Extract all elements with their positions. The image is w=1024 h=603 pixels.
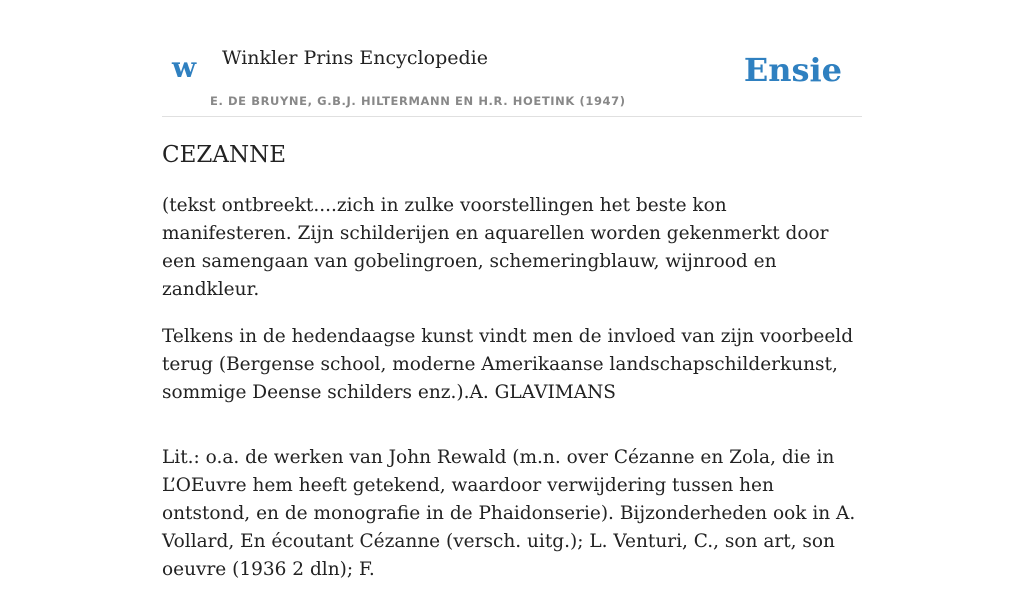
ensie-logo[interactable]: Ensie [743, 51, 842, 89]
paragraph-1: (tekst ontbreekt....zich in zulke voorstellingen het beste kon manifesteren. Zijn schilderijen en aquarellen worden gekenmerkt door een samengaan van gobelingroen, schemeringblauw, wijnrood en zandkleur. [162, 195, 829, 300]
paragraph-2: Telkens in de hedendaagse kunst vindt men de invloed van zijn voorbeeld terug (Bergense school, moderne Amerikaanse landschapschilderkunst, sommige Deense schilders enz.).A. GLAVIMANS [162, 326, 854, 403]
winkler-prins-logo[interactable]: w [172, 51, 197, 84]
article-title: CEZANNE [162, 142, 287, 168]
site-header [162, 0, 862, 117]
authors-line: E. DE BRUYNE, G.B.J. HILTERMANN EN H.R. HOETINK (1947) [210, 94, 626, 108]
literature-paragraph: Lit.: o.a. de werken van John Rewald (m.n. over Cézanne en Zola, die in L’OEuvre hem heeft getekend, waardoor verwijdering tussen hen ontstond, en de monografie in de Phaidonserie). Bijzonderheden ook in A. Vollard, En écoutant Cézanne (versch. uitg.); L. Venturi, C., son art, son oeuvre (1936 2 dln); F. [162, 447, 856, 580]
encyclopedia-title[interactable]: Winkler Prins Encyclopedie [222, 47, 488, 69]
page [162, 0, 862, 580]
article-body [162, 192, 862, 603]
